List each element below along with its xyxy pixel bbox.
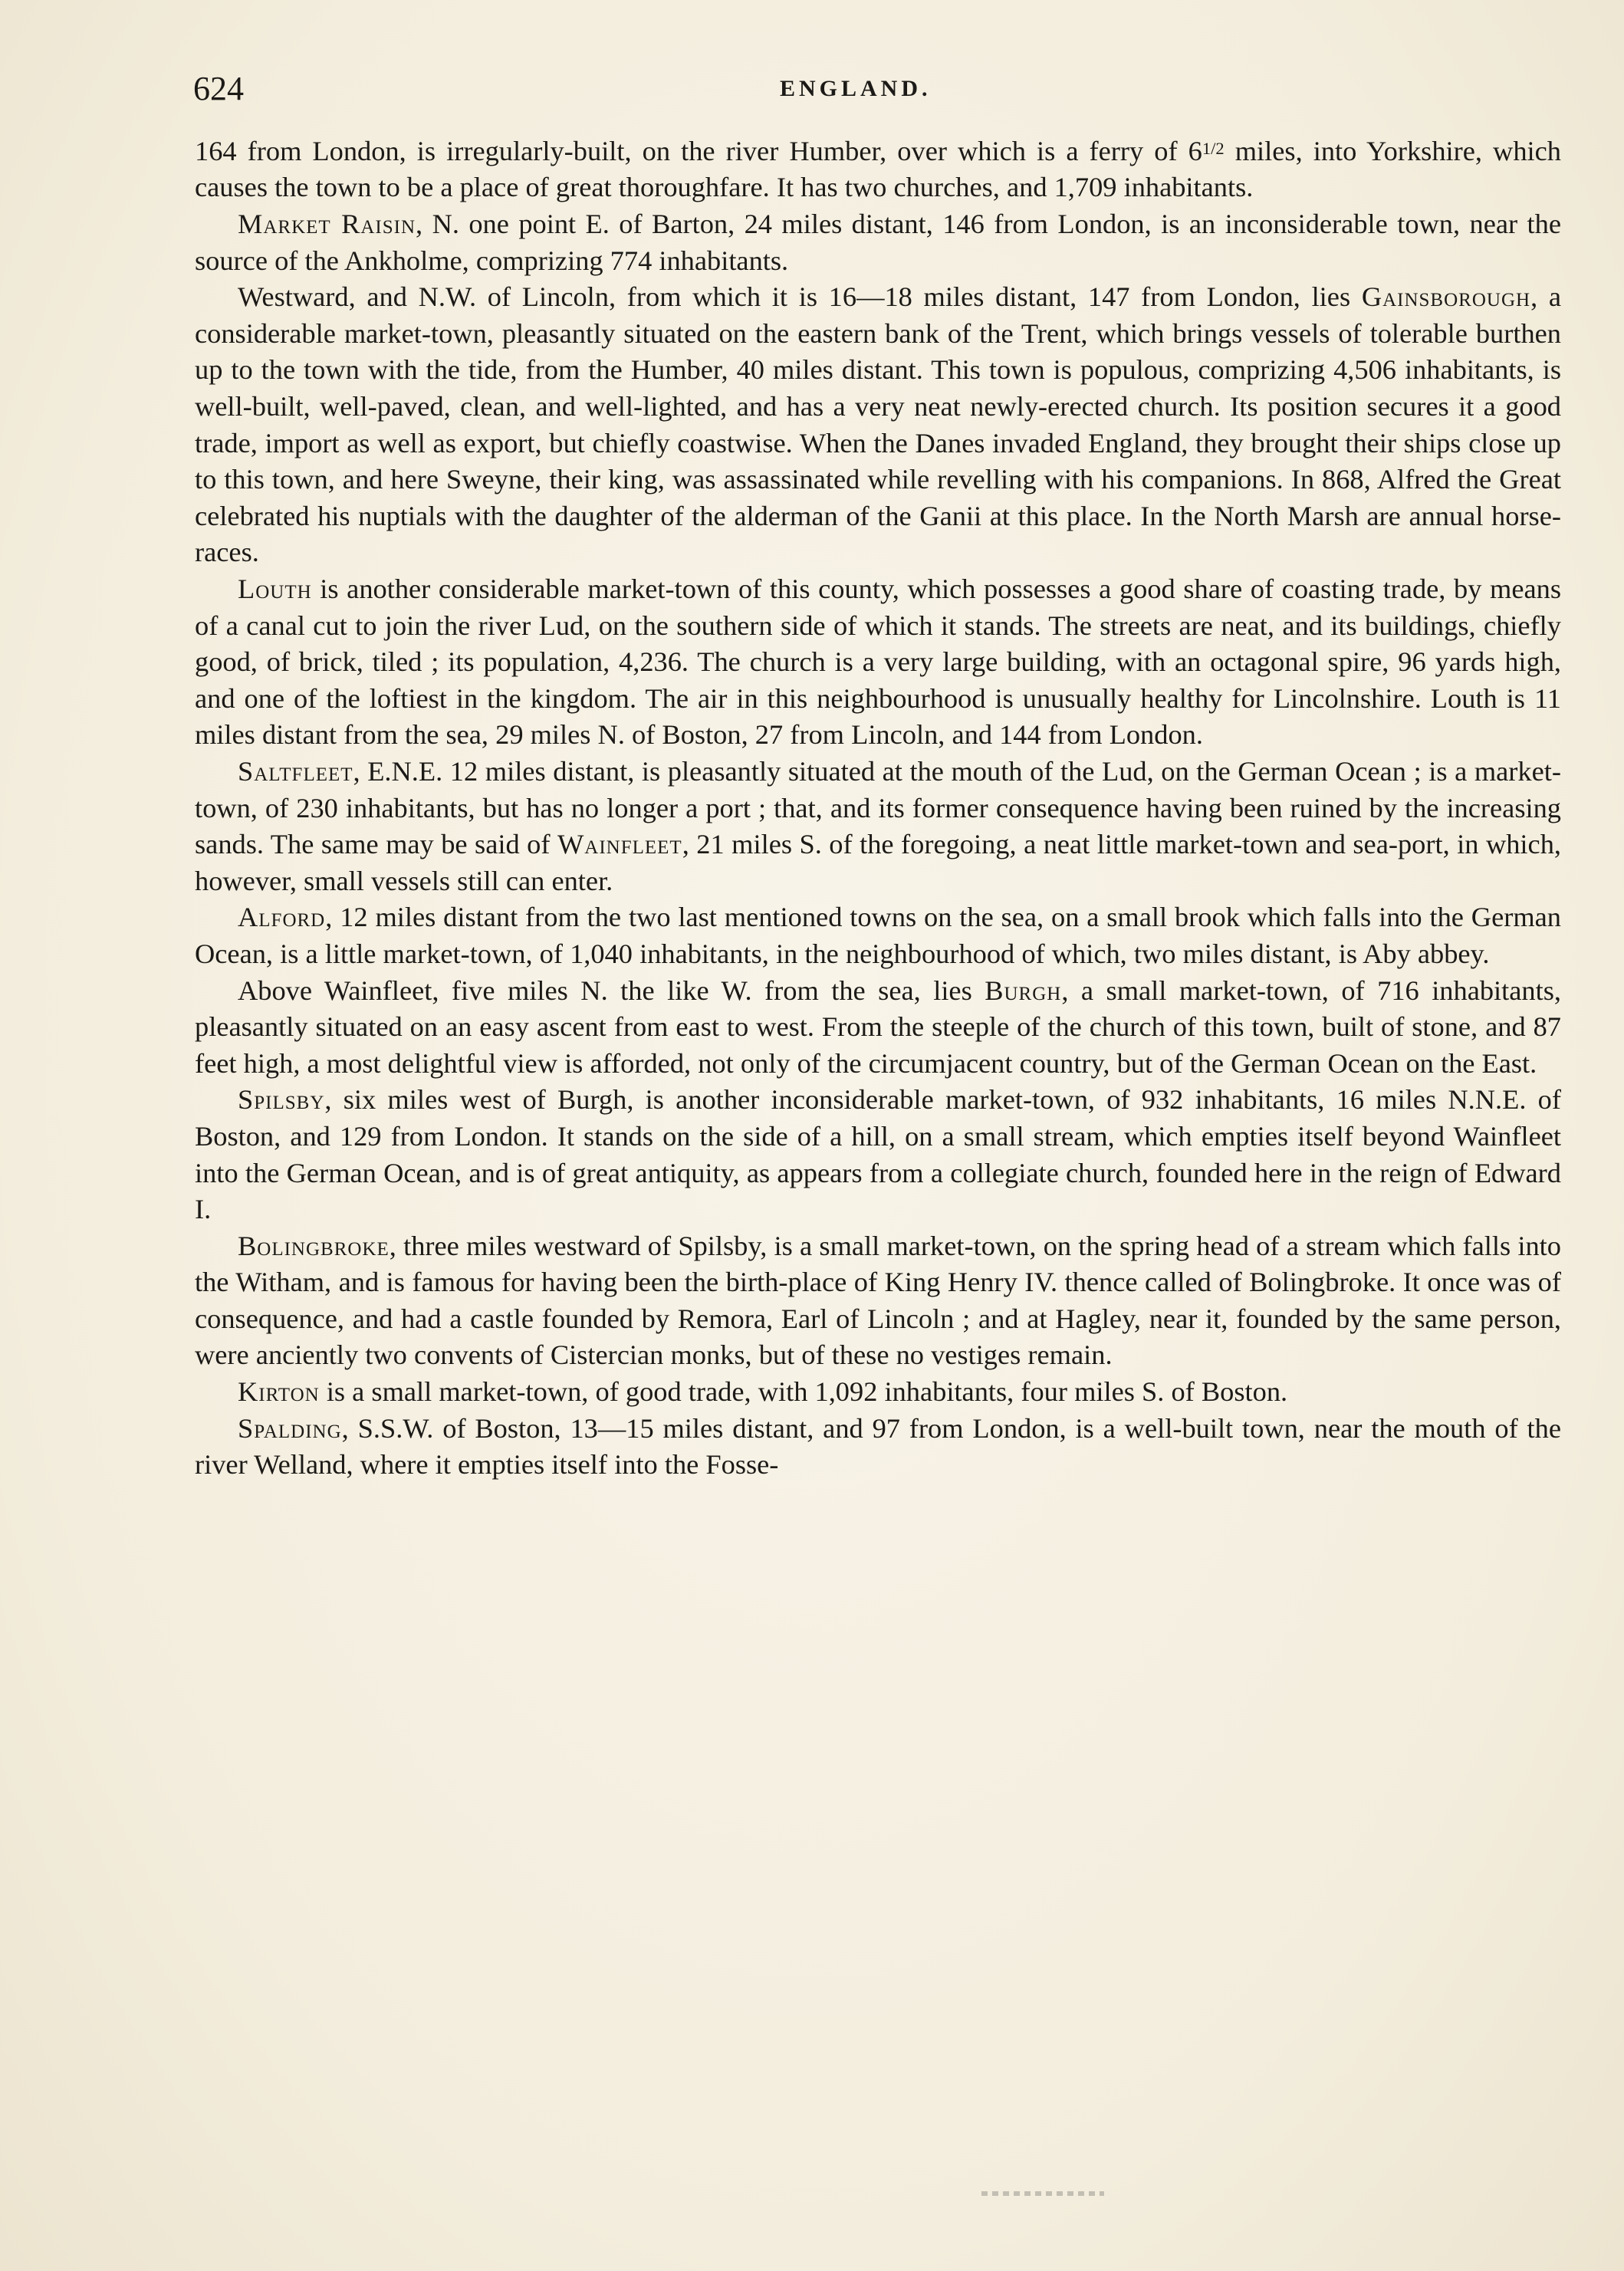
running-head bbox=[193, 66, 1566, 112]
place-name: Gainsborough bbox=[1361, 281, 1531, 313]
paragraph bbox=[195, 206, 1561, 279]
text-run: Westward, and N.W. of Lincoln, from which it is 16—18 miles distant, 147 from London, lies bbox=[238, 281, 1362, 313]
fraction: 1/2 bbox=[1202, 139, 1225, 158]
text-run: miles, into Yorkshire, which causes the town to be a place of great thoroughfare. It has two churches, and 1,709 inhabitants. bbox=[195, 135, 1561, 203]
text-run: is another considerable market-town of this county, which possesses a good share of coasting trade, by means of a canal cut to join the river Lud, on the southern side of which it stands. The streets are neat, and its buildings, chiefly good, of brick, tiled ; its population, 4,236. The church is a very large building, with an octagonal spire, 96 yards high, and one of the loftiest in the kingdom. The air in this neighbourhood is unusually healthy for Lincolnshire. Louth is 11 miles distant from the sea, 29 miles N. of Boston, 27 from Lincoln, and 144 from London. bbox=[195, 574, 1561, 751]
text-run: , a considerable market-town, pleasantly situated on the eastern bank of the Trent, which brings vessels of tolerable burthen up to the town with the tide, from the Humber, 40 miles distant. This town is populous, comprizing 4,506 inhabitants, is well-built, well-paved, clean, and well-lighted, and has a very neat newly-erected church. Its position secures it a good trade, import as well as export, but chiefly coastwise. When the Danes invaded England, they brought their ships close up to this town, and here Sweyne, their king, was assassinated while revelling with his companions. In 868, Alfred the Great celebrated his nuptials with the daughter of the alderman of the Ganii at this place. In the North Marsh are annual horse-races. bbox=[195, 281, 1561, 568]
text-run: , six miles west of Burgh, is another inconsiderable market-town, of 932 inhabitants, 16 miles N.N.E. of Boston, and 129 from London. It stands on the side of a hill, on a small stream, which empties itself beyond Wainfleet into the German Ocean, and is of great antiquity, as appears from a collegiate church, founded here in the reign of Edward I. bbox=[195, 1084, 1561, 1225]
text-run: is a small market-town, of good trade, with 1,092 inhabitants, four miles S. of Boston. bbox=[319, 1376, 1288, 1408]
body-text bbox=[195, 130, 1561, 1484]
paragraph bbox=[195, 1374, 1561, 1411]
place-name: Market Raisin bbox=[238, 209, 416, 240]
text-run: , three miles westward of Spilsby, is a small market-town, on the spring head of a stream which falls into the Witham, and is famous for having been the birth-place of King Henry IV. thence called of Bolingbroke. It once was of consequence, and had a castle founded by Remora, Earl of Lincoln ; and at Hagley, near it, founded by the same person, were anciently two convents of Cistercian monks, but of these no vestiges remain. bbox=[195, 1230, 1561, 1371]
paragraph bbox=[195, 1082, 1561, 1228]
paragraph bbox=[195, 1411, 1561, 1484]
paragraph bbox=[195, 899, 1561, 972]
place-name: Saltfleet bbox=[238, 755, 353, 787]
place-name: Louth bbox=[238, 574, 312, 605]
ink-smudge bbox=[981, 2191, 1104, 2196]
paragraph bbox=[195, 571, 1561, 754]
place-name: Wainfleet bbox=[557, 829, 682, 860]
text-run: , a small market-town, of 716 inhabitants, pleasantly situated on an easy ascent from east to west. From the steeple of the church of this town, built of stone, and 87 feet high, a most delightful view is afforded, not only of the circumjacent country, but of the German Ocean on the East. bbox=[195, 974, 1561, 1079]
place-name: Spilsby bbox=[238, 1084, 325, 1116]
page-number: 624 bbox=[193, 70, 244, 107]
text-run: , N. one point E. of Barton, 24 miles distant, 146 from London, is an inconsiderable town, near the source of the Ankholme, comprizing 774 inhabitants. bbox=[195, 209, 1562, 276]
place-name: Bolingbroke bbox=[238, 1230, 390, 1261]
paragraph bbox=[195, 973, 1561, 1083]
text-run: 164 from London, is irregularly-built, on the river Humber, over which is a ferry of bbox=[195, 135, 1188, 166]
running-title: ENGLAND. bbox=[780, 76, 932, 101]
paragraph bbox=[195, 279, 1561, 571]
text-run: , E.N.E. 12 miles distant, is pleasantly situated at the mouth of the Lud, on the German Ocean ; is a market-town, of 230 inhabitants, but has no longer a port ; that, and its former consequence having been ruined by the increasing sands. The same may be said of bbox=[195, 755, 1561, 860]
paragraph bbox=[195, 754, 1561, 899]
text-run: , 21 miles S. of the foregoing, a neat little market-town and sea-port, in which, however, small vessels still can enter. bbox=[195, 829, 1561, 896]
text-run: Above Wainfleet, five miles N. the like W. from the sea, lies bbox=[238, 974, 985, 1006]
paragraph bbox=[195, 1228, 1561, 1374]
place-name: Spalding bbox=[238, 1412, 342, 1444]
text-run: 6 bbox=[1188, 135, 1202, 166]
paragraph bbox=[195, 130, 1561, 206]
place-name: Kirton bbox=[238, 1376, 320, 1408]
text-run: , 12 miles distant from the two last mentioned towns on the sea, on a small brook which falls into the German Ocean, is a little market-town, of 1,040 inhabitants, in the neighbourhood of which, two miles distant, is Aby abbey. bbox=[195, 902, 1561, 969]
place-name: Burgh bbox=[985, 974, 1062, 1006]
text-run: , S.S.W. of Boston, 13—15 miles distant, and 97 from London, is a well-built town, near the mouth of the river Welland, where it empties itself into the Fosse- bbox=[195, 1412, 1561, 1481]
place-name: Alford bbox=[238, 902, 326, 933]
